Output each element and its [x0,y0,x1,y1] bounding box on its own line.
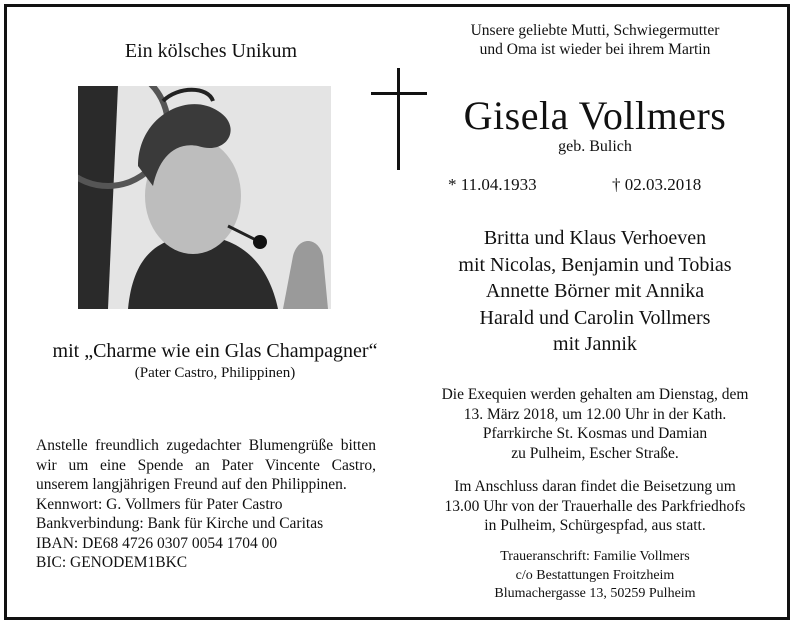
death-date: † 02.03.2018 [612,175,702,194]
mourning-address: Traueranschrift: Familie Vollmers c/o Bestattungen Froitzheim Blumachergasse 13, 50259 Pulheim [494,549,696,601]
family-line: Annette Börner mit Annika [485,280,705,302]
intro-text: Unsere geliebte Mutti, Schwiegermutter und Oma ist wieder bei ihrem Martin [470,22,720,58]
portrait-photo [78,86,331,309]
iban: IBAN: DE68 4726 0307 0054 1704 00 [36,534,278,552]
motto-heading: Ein kölsches Unikum [124,40,298,62]
donation-reference: Kennwort: G. Vollmers für Pater Castro [36,495,283,513]
family-line: mit Nicolas, Benjamin und Tobias [458,253,732,276]
portrait-illustration [78,86,331,309]
burial-notice: Im Anschluss daran findet die Beisetzung um 13.00 Uhr von der Trauerhalle des Parkfriedhofs in Pulheim, Schürgespfad, aus statt. [444,478,746,534]
donation-text: Anstelle freundlich zugedachter Blumengrüße bitten wir um eine Spende an Pater Vincente Castro, unserem langjährigen Freund auf den Philippinen. [36,437,376,493]
donation-notice [36,436,376,573]
family-line: mit Jannik [553,333,637,355]
maiden-name: geb. Bulich [558,138,632,155]
birth-date: * 11.04.1933 [448,175,537,194]
family-line: Britta und Klaus Verhoeven [483,227,707,249]
family-list [420,225,770,358]
deceased-name: Gisela Vollmers [463,93,727,138]
bank-name: Bankverbindung: Bank für Kirche und Caritas [36,515,324,532]
funeral-service-notice: Die Exequien werden gehalten am Dienstag, dem 13. März 2018, um 12.00 Uhr in der Kath. Pfarrkirche St. Kosmas und Damian zu Pulheim, Escher Straße. [441,386,749,462]
quote: mit „Charme wie ein Glas Champagner“ [52,340,378,362]
family-line: Harald und Carolin Vollmers [479,306,711,329]
bic: BIC: GENODEM1BKC [36,554,188,571]
cross-icon [371,68,427,170]
quote-source: (Pater Castro, Philippinen) [134,365,296,381]
